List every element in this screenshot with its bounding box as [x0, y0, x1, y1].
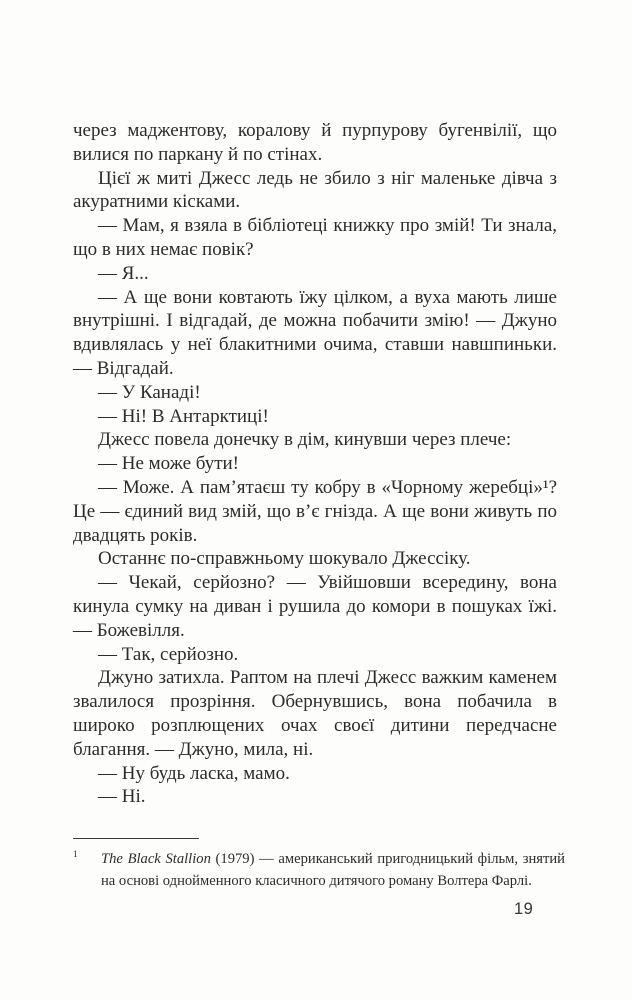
- paragraph: Останнє по-справжньому шокувало Джессіку.: [98, 548, 471, 570]
- paragraph: — Я...: [98, 262, 149, 284]
- footnote-separator: [73, 838, 199, 839]
- page-number: 19: [514, 900, 534, 918]
- paragraph: — У Канаді!: [98, 381, 201, 403]
- paragraph: — Ні! В Антарктиці!: [98, 405, 269, 427]
- paragraph: Джуно затихла. Раптом на плечі Джесс важким каменем звалилося прозріння. Обернувшись, вона побачила в широко розплющених очах своєї дитини передчасне благання. — Джуно, мила, ні.: [73, 667, 557, 760]
- paragraph: Цієї ж миті Джесс ледь не збило з ніг маленьке дівча з акуратними кісками.: [73, 167, 557, 213]
- paragraph: Джесс повела донечку в дім, кинувши через плече:: [98, 429, 512, 451]
- footnote-text: [101, 848, 565, 893]
- paragraph: — Ну будь ласка, мамо.: [98, 762, 290, 784]
- footnote: [73, 848, 565, 893]
- paragraph: — Чекай, серйозно? — Увійшовши всередину, вона кинула сумку на диван і рушила до комори в пошуках їжі. — Божевілля.: [73, 572, 557, 641]
- footnote-marker: 1: [73, 850, 78, 860]
- paragraph: — Так, серйозно.: [98, 643, 239, 665]
- paragraph: — Може. А пам’ятаєш ту кобру в «Чорному жеребці»¹? Це — єдиний вид змій, що в’є гнізда. А ще вони живуть по двадцять років.: [73, 476, 557, 546]
- paragraph: — Ні.: [98, 786, 146, 808]
- footnote-description: (1979) — американський пригодницький фільм, знятий на основі однойменного класичного дитячого роману Волтера Фарлі.: [101, 851, 565, 890]
- paragraph: — Мам, я взяла в бібліотеці книжку про змій! Ти знала, що в них немає повік?: [73, 215, 557, 260]
- page-body: [73, 119, 557, 809]
- paragraph: — Не може бути!: [98, 453, 240, 475]
- paragraph: — А ще вони ковтають їжу цілком, а вуха мають лише внутрішні. І відгадай, де можна побачити змію! — Джуно вдивлялась у неї блакитними очима, ставши навшпиньки. — Відгадай.: [73, 286, 557, 379]
- paragraph: через маджентову, коралову й пурпурову бугенвілії, що вилися по паркану й по стінах.: [73, 120, 557, 165]
- footnote-film-title: The Black Stallion: [101, 851, 211, 867]
